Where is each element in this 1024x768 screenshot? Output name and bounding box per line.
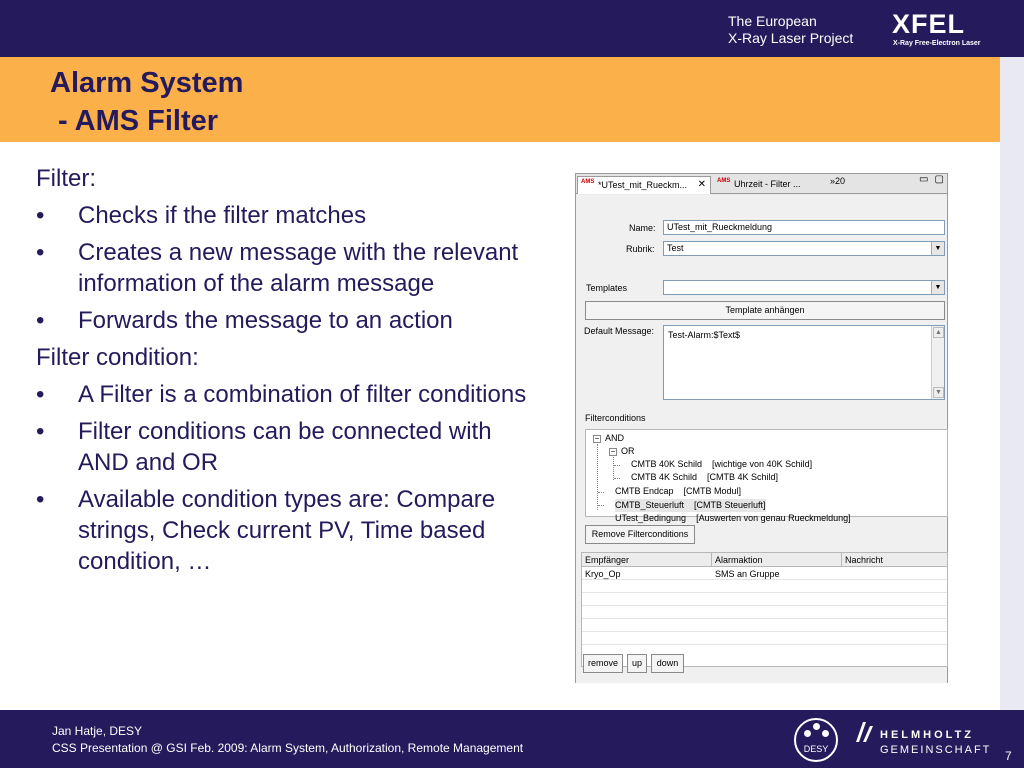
chevron-down-icon[interactable]: ▼: [931, 281, 944, 294]
bullet-item: • Filter conditions can be connected with AND and OR: [36, 416, 546, 478]
chevron-down-icon[interactable]: ▼: [931, 242, 944, 255]
actions-table: [581, 552, 948, 667]
templates-label: Templates: [586, 283, 628, 293]
footer-event: CSS Presentation @ GSI Feb. 2009: Alarm System, Authorization, Remote Management: [52, 741, 524, 755]
tree-node-or[interactable]: − OR: [610, 446, 635, 456]
bullet-item: • Creates a new message with the relevant information of the alarm message: [36, 237, 546, 299]
tree-line: [598, 505, 604, 506]
condition-heading: Filter condition:: [36, 344, 199, 371]
bullet-item: • Forwards the message to an action: [36, 305, 546, 336]
table-row[interactable]: [582, 581, 947, 593]
collapse-icon[interactable]: −: [610, 446, 616, 456]
scroll-down-icon[interactable]: ▼: [933, 387, 944, 398]
slide-title: Alarm System - AMS Filter: [50, 67, 244, 137]
tree-line: [598, 492, 604, 493]
tree-line: [597, 444, 598, 510]
table-row[interactable]: [582, 607, 947, 619]
xfel-logo: XFEL: [892, 9, 966, 39]
footer-author: Jan Hatje, DESY: [52, 724, 143, 738]
slide-body: [36, 163, 546, 583]
table-cell: Kryo_Op: [585, 569, 621, 579]
column-header[interactable]: Alarmaktion: [712, 553, 842, 567]
template-attach-button[interactable]: Template anhängen: [585, 301, 945, 320]
project-name: The European X-Ray Laser Project: [728, 13, 854, 46]
page-number: 7: [1005, 749, 1012, 763]
tab-overflow-button[interactable]: »20: [830, 176, 846, 186]
tree-leaf[interactable]: CMTB Endcap [CMTB Modul]: [615, 486, 742, 496]
collapse-icon[interactable]: −: [594, 433, 600, 443]
bullet-item: • Checks if the filter matches: [36, 200, 546, 231]
table-row[interactable]: [582, 633, 947, 645]
tree-line: [614, 478, 620, 479]
helmholtz-mark-icon: [853, 718, 875, 746]
tree-leaf-selected[interactable]: CMTB_Steuerluft [CMTB Steuerluft]: [615, 500, 766, 510]
down-button[interactable]: down: [651, 654, 684, 673]
default-message-textarea[interactable]: Test-Alarm:$Text$ ▲ ▼: [663, 325, 945, 400]
column-header[interactable]: Nachricht: [845, 555, 884, 565]
tab-uhrzeit[interactable]: AMS Uhrzeit - Filter ...: [717, 178, 801, 189]
name-input[interactable]: UTest_mit_Rueckmeldung: [663, 220, 945, 235]
side-strip: [1000, 57, 1024, 710]
logo-dot: [804, 730, 811, 737]
table-row[interactable]: [582, 568, 947, 580]
filterconditions-tree[interactable]: [585, 429, 948, 523]
table-row[interactable]: [582, 620, 947, 632]
tree-leaf[interactable]: CMTB 40K Schild [wichtige von 40K Schild]: [631, 459, 813, 469]
window-controls: [919, 174, 950, 185]
table-row[interactable]: [582, 594, 947, 606]
tree-line: [613, 457, 614, 480]
name-label: Name:: [629, 223, 656, 233]
remove-button[interactable]: remove: [583, 654, 623, 673]
desy-logo: DESY: [794, 718, 838, 762]
filter-bullet-list: [36, 200, 546, 336]
column-header[interactable]: Empfänger: [582, 553, 712, 567]
filter-editor-screenshot: [575, 173, 948, 683]
default-message-label: Default Message:: [584, 326, 655, 336]
table-cell: SMS an Gruppe: [715, 569, 780, 579]
filterconditions-label: Filterconditions: [585, 413, 646, 423]
close-icon[interactable]: ✕: [697, 179, 706, 190]
helmholtz-subline: GEMEINSCHAFT: [880, 744, 992, 756]
table-header: [582, 553, 947, 567]
logo-dot: [813, 723, 820, 730]
condition-bullet-list: [36, 379, 546, 577]
rubrik-label: Rubrik:: [626, 244, 655, 254]
tab-utest[interactable]: AMS *UTest_mit_Rueckm... ✕: [577, 176, 711, 194]
ams-icon: AMS: [717, 178, 731, 184]
filter-heading: Filter:: [36, 165, 96, 192]
ams-icon: AMS: [581, 179, 595, 185]
bullet-item: • A Filter is a combination of filter conditions: [36, 379, 546, 410]
editor-tab-bar: [576, 174, 950, 194]
tree-line: [614, 465, 620, 466]
bullet-item: • Available condition types are: Compare strings, Check current PV, Time based condition, …: [36, 484, 546, 577]
tree-node-and[interactable]: − AND: [594, 433, 625, 443]
helmholtz-wordmark: HELMHOLTZ: [880, 729, 975, 741]
tree-leaf[interactable]: UTest_Bedingung [Auswerten von genau Rueckmeldung]: [615, 513, 851, 523]
minimize-icon[interactable]: ▭: [919, 174, 935, 185]
logo-dot: [822, 730, 829, 737]
tree-leaf[interactable]: CMTB 4K Schild [CMTB 4K Schild]: [631, 472, 779, 482]
scroll-up-icon[interactable]: ▲: [933, 327, 944, 338]
templates-select[interactable]: [663, 280, 945, 295]
header-bar: [0, 0, 1024, 57]
xfel-logo-tagline: X-Ray Free-Electron Laser: [893, 40, 981, 47]
rubrik-select[interactable]: Test ▼: [663, 241, 945, 256]
up-button[interactable]: up: [627, 654, 647, 673]
table-cell: [842, 568, 845, 580]
maximize-icon[interactable]: ▢: [934, 174, 950, 185]
remove-filterconditions-button[interactable]: Remove Filterconditions: [585, 525, 695, 544]
textarea-scrollbar[interactable]: [931, 326, 944, 399]
